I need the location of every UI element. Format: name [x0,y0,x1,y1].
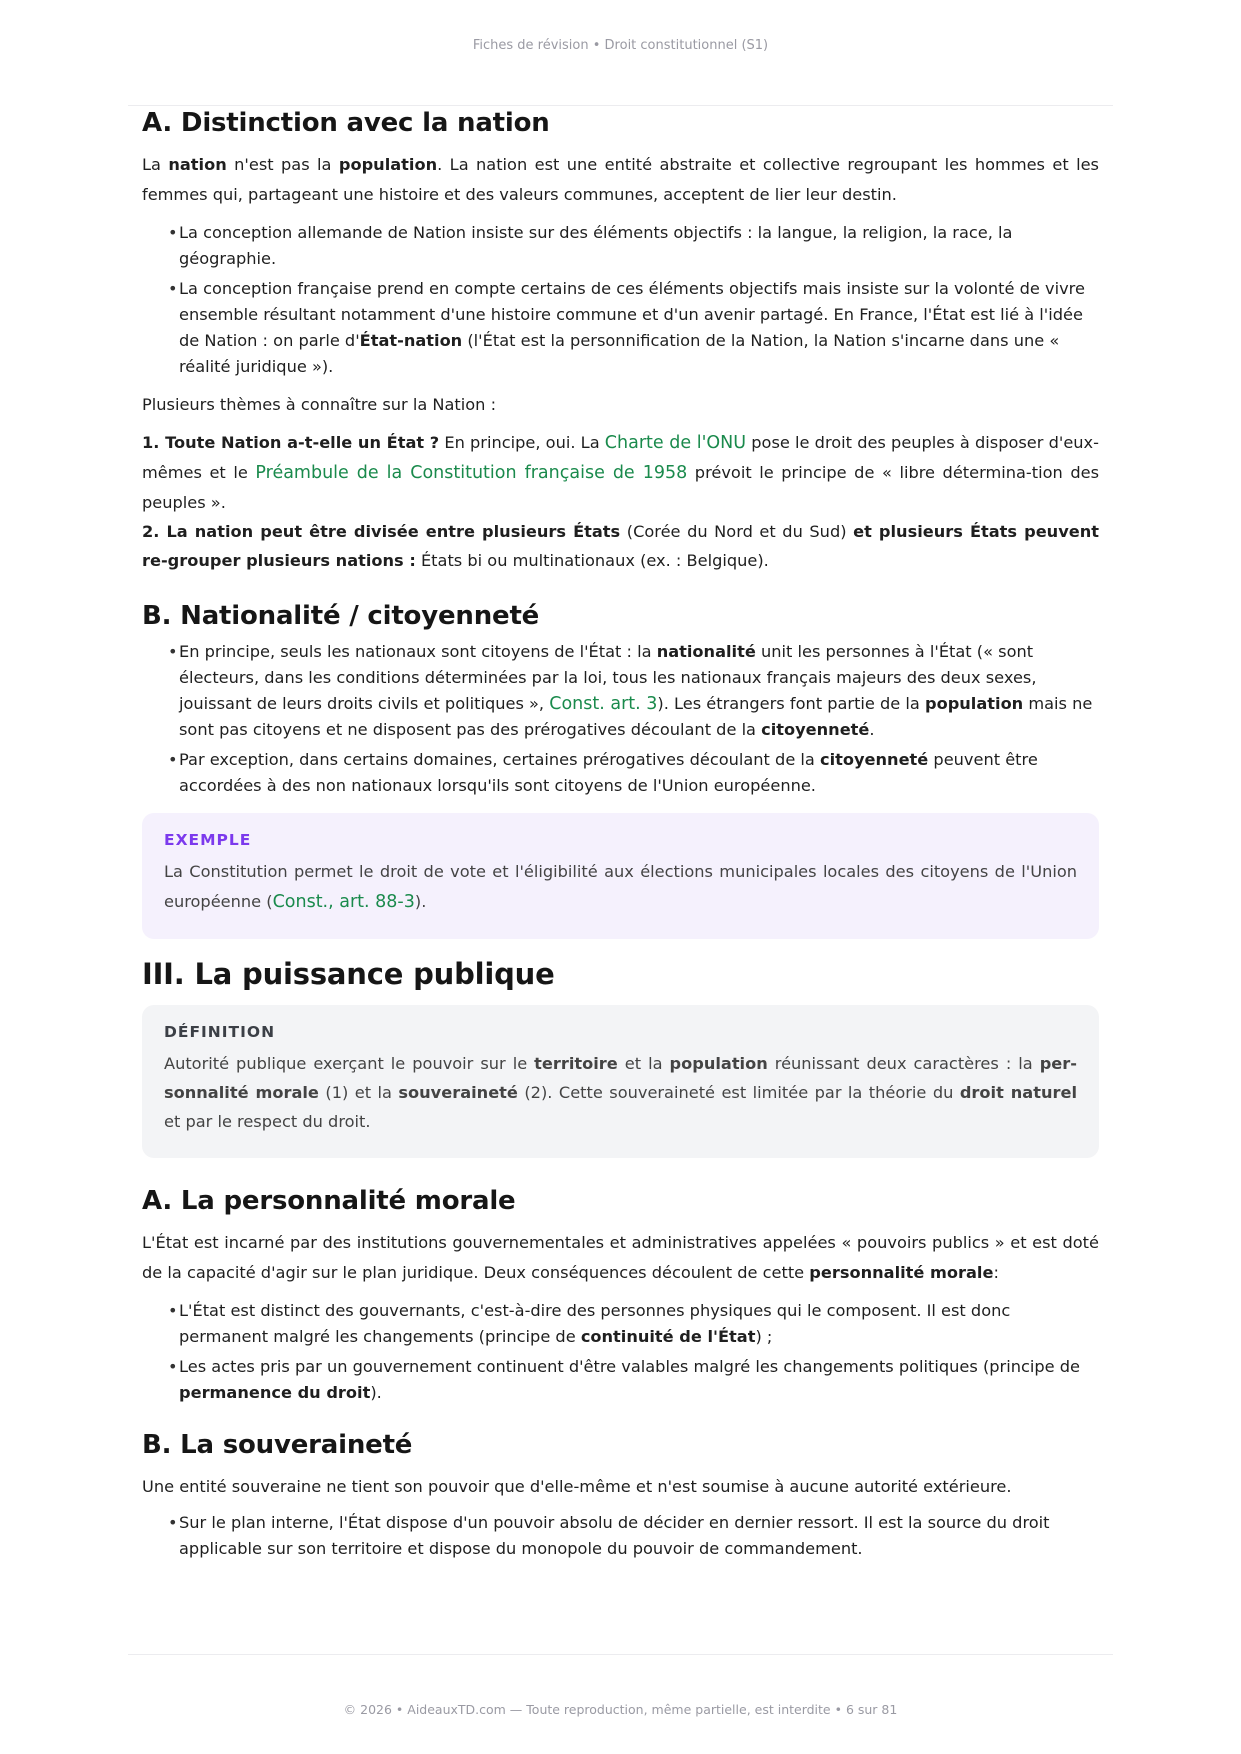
page-content [142,106,1099,1566]
page-footer: © 2026 • AideauxTD.com — Toute reproduction, même partielle, est interdite • 6 sur 81 [343,1702,898,1717]
theme-1-paragraph: 1. Toute Nation a-t-elle un État ? En principe, oui. La Charte de l'ONU pose le droit des peuples à disposer d'eux-mêmes et le Préambule de la Constitution française de 1958 prévoit le principe de « libre détermina-tion des peuples ». [142,433,1100,512]
section-heading-souverainete: B. La souveraineté [142,1430,413,1460]
personnalite-consequences-list [142,1298,1099,1406]
example-label: EXEMPLE [164,831,252,849]
themes-intro: Plusieurs thèmes à connaître sur la Nation : [142,395,497,414]
list-item-permanence-droit: • Les actes pris par un gouvernement continuent d'être valables malgré les changements politiques (principe de permanence du droit). [142,1354,1099,1406]
souverainete-intro: Une entité souveraine ne tient son pouvoir que d'elle-même et n'est soumise à aucune autorité extérieure. [142,1477,1012,1496]
list-item-german-conception: • La conception allemande de Nation insiste sur des éléments objectifs : la langue, la religion, la race, la géographie. [142,220,1099,272]
nation-intro-paragraph: La nation n'est pas la population. La nation est une entité abstraite et collective regroupant les hommes et les femmes qui, partageant une histoire et des valeurs communes, acceptent de lier leur destin. [142,155,1099,204]
link-charte-onu[interactable]: Charte de l'ONU [604,433,747,453]
example-text: La Constitution permet le droit de vote et l'éligibilité aux élections municipales locales des citoyens de l'Union européenne (Const., art. 88-3). [164,862,1077,912]
section-heading-nationalite-citoyennete: B. Nationalité / citoyenneté [142,601,540,631]
nationalite-list [142,639,1099,799]
link-const-art-88-3[interactable]: Const., art. 88-3 [272,892,415,912]
section-heading-personnalite-morale: A. La personnalité morale [142,1186,516,1216]
list-item-nationalite-principle: • En principe, seuls les nationaux sont citoyens de l'État : la nationalité unit les personnes à l'État (« sont électeurs, dans les conditions déterminées par la loi, tous les nationaux français majeurs des deux sexes, jouissant de leurs droits civils et politiques », Const. art. 3). Les étrangers font partie de la population mais ne sont pas citoyens et ne disposent pas des prérogatives découlant de la citoyenneté. [142,639,1099,743]
theme-2-paragraph: 2. La nation peut être divisée entre plusieurs États (Corée du Nord et du Sud) et plusieurs États peuvent re-grouper plusieurs nations : États bi ou multinationaux (ex. : Belgique). [142,522,1099,570]
list-item-souverainete-interne: • Sur le plan interne, l'État dispose d'un pouvoir absolu de décider en dernier ressort. Il est la source du droit applicable sur son territoire et dispose du monopole du pouvoir de commandement. [142,1510,1099,1562]
list-item-citoyennete-exception: • Par exception, dans certains domaines, certaines prérogatives découlant de la citoyenneté peuvent être accordées à des non nationaux lorsqu'ils sont citoyens de l'Union européenne. [142,747,1099,799]
definition-box [142,1005,1099,1158]
souverainete-list [142,1510,1099,1562]
nation-conceptions-list [142,220,1099,380]
term-nation: nation [168,155,227,174]
section-heading-distinction-nation: A. Distinction avec la nation [142,108,550,138]
list-item-continuite-etat: • L'État est distinct des gouvernants, c'est-à-dire des personnes physiques qui le composent. Il est donc permanent malgré les changements (principe de continuité de l'État) ; [142,1298,1099,1350]
term-population: population [338,155,438,174]
link-preambule-constitution-1958[interactable]: Préambule de la Constitution française de 1958 [255,463,688,483]
definition-text: Autorité publique exerçant le pouvoir sur le territoire et la population réunissant deux caractères : la per-sonnalité morale (1) et la souveraineté (2). Cette souveraineté est limitée par la théorie du droit naturel et par le respect du droit. [164,1054,1077,1131]
definition-label: DÉFINITION [164,1023,276,1041]
footer-divider [128,1654,1113,1655]
page-header: Fiches de révision • Droit constitutionnel (S1) [472,38,769,53]
list-item-french-conception: • La conception française prend en compte certains de ces éléments objectifs mais insiste sur la volonté de vivre ensemble résultant notamment d'une histoire commune et d'un avenir partagé. En France, l'État est lié à l'idée de Nation : on parle d'État-nation (l'État est la personnification de la Nation, la Nation s'incarne dans une « réalité juridique »). [142,276,1099,380]
link-const-art-3[interactable]: Const. art. 3 [549,694,658,714]
personnalite-intro-paragraph: L'État est incarné par des institutions gouvernementales et administratives appelées « pouvoirs publics » et est doté de la capacité d'agir sur le plan juridique. Deux conséquences découlent de cette personnalité morale: [142,1233,1099,1282]
example-box [142,813,1099,939]
section-heading-puissance-publique: III. La puissance publique [142,957,555,991]
